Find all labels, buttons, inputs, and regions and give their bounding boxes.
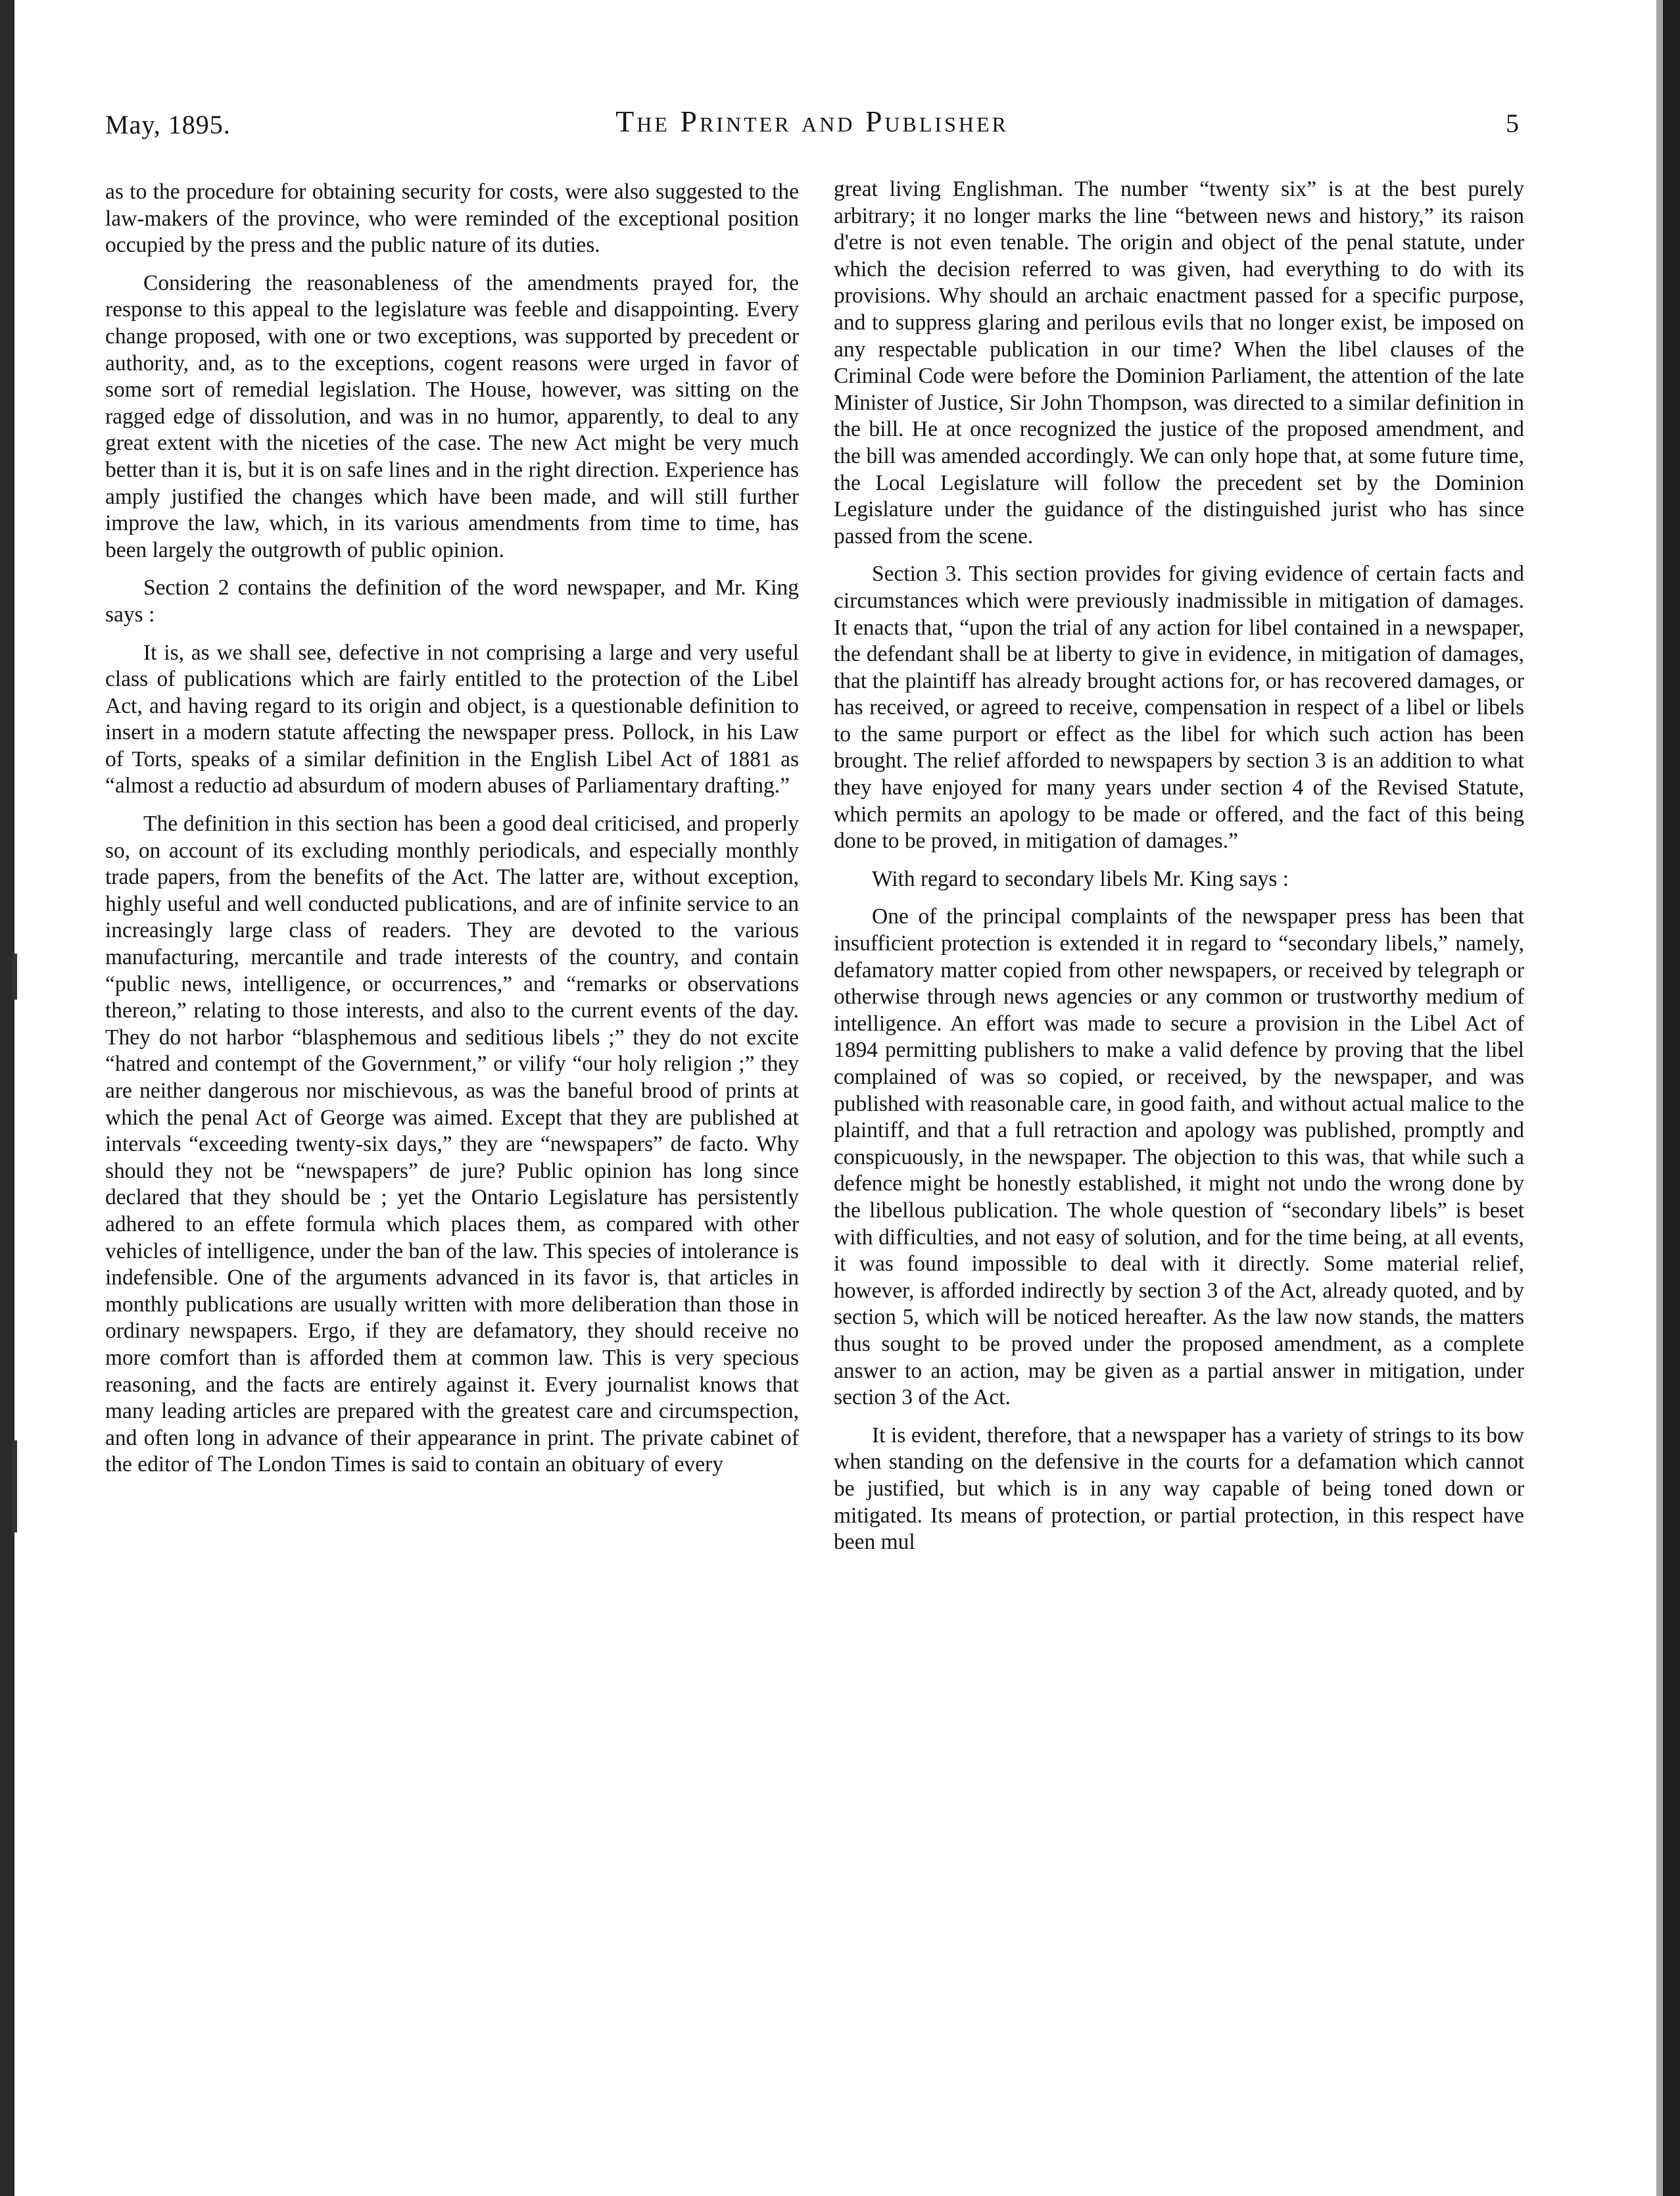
paragraph: The definition in this section has been a good deal criticised, and properly so, on account of its excluding monthly periodicals, and especially monthly trade papers, from the benefits of the Act. The latter are, without exception, highly useful and well conducted publications, and are of infinite service to an increasingly large class of readers. They are devoted to the various manufacturing, mercantile and trade interests of the country, and contain “public news, intelligence, or occurrences,” and “remarks or observations thereon,” relating to those interests, and also to the current events of the day. They do not harbor “blasphemous and seditious libels ;” they do not excite “hatred and contempt of the Government,” or vilify “our holy religion ;” they are neither dangerous nor mischievous, as was the baneful brood of prints at which the penal Act of George was aimed. Except that they are published at intervals “exceeding twenty-six days,” they are “newspapers” de facto. Why should they not be “newspapers” de jure? Public opinion has long since declared that they should be ; yet the Ontario Legislature has persistently adhered to an effete formula which places them, as compared with other vehicles of intelligence, under the ban of the law. This species of intolerance is indefensible. One of the arguments advanced in its favor is, that articles in monthly publications are usually written with more deliberation than those in ordinary newspapers. Ergo, if they are defamatory, they should receive no more comfort than is afforded them at common law. This is very specious reasoning, and the facts are entirely against it. Every journalist knows that many leading articles are prepared with the greatest care and circumspection, and often long in advance of their appearance in print. The private cabinet of the editor of The London Times is said to contain an obituary of every [105,812,799,1477]
paragraph: great living Englishman. The number “twenty six” is at the best purely arbitrary; it no longer marks the line “between news and history,” its raison d'etre is not even tenable. The origin and object of the penal statute, under which the decision referred to was given, had everything to do with its provisions. Why should an archaic enactment passed for a specific purpose, and to suppress glaring and perilous evils that no longer exist, be imposed on any respectable publication in our time? When the libel clauses of the Criminal Code were before the Dominion Parliament, the attention of the late Minister of Justice, Sir John Thompson, was directed to a similar definition in the bill. He at once recognized the justice of the proposed amendment, and the bill was amended accordingly. We can only hope that, at some future time, the Local Legislature will follow the precedent set by the Dominion Legislature under the guidance of the distinguished jurist who has since passed from the scene. [834,177,1524,549]
left-page-edge [0,0,14,2196]
paragraph: as to the procedure for obtaining security for costs, were also suggested to the law-makers of the province, who were reminded of the exceptional position occupied by the press and the public nature of its duties. [105,180,799,258]
publication-title: The Printer and Publisher [615,105,1009,138]
left-column [105,179,799,1490]
issue-date: May, 1895. [105,110,231,139]
page-number: 5 [1506,109,1519,138]
page-header [105,99,1519,145]
quoted-paragraph: One of the principal complaints of the newspaper press has been that insufficient protection is extended it in regard to “secondary libels,” namely, defamatory matter copied from other newspapers, or received by telegraph or otherwise through news agencies or any common or trustworthy medium of intelligence. An effort was made to secure a provision in the Libel Act of 1894 permitting publishers to make a valid defence by proving that the libel complained of was so copied, or received, by the newspaper, and was published with reasonable care, in good faith, and without actual malice to the plaintiff, and that a full retraction and apology was published, promptly and conspicuously, in the newspaper. The objection to this was, that while such a defence might be honestly established, it might not undo the wrong done by the libellous publication. The whole question of “secondary libels” is beset with difficulties, and not easy of solution, and for the time being, at all events, it was found impossible to deal with it directly. Some material relief, however, is afforded indirectly by section 3 of the Act, already quoted, and by section 5, which will be noticed hereafter. As the law now stands, the matters thus sought to be proved under the proposed amendment, as a complete answer to an action, may be given as a partial answer in mitigation, under section 3 of the Act. [834,904,1524,1410]
paragraph: With regard to secondary libels Mr. King says : [872,866,1289,891]
right-column [834,176,1524,1567]
left-edge-mark [12,954,17,1000]
paragraph: Considering the reasonableness of the amendments prayed for, the response to this appeal to the legislature was feeble and disappointing. Every change proposed, with one or two exceptions, was supported by precedent or authority, and, as to the exceptions, cogent reasons were urged in favor of some sort of remedial legislation. The House, however, was sitting on the ragged edge of dissolution, and was in no humor, apparently, to deal to any great extent with the niceties of the case. The new Act might be very much better than it is, but it is on safe lines and in the right direction. Experience has amply justified the changes which have been made, and will still further improve the law, which, in its various amendments from time to time, has been largely the outgrowth of public opinion. [105,270,799,562]
right-page-edge [1663,0,1680,2196]
right-page-shadow [1656,0,1663,2196]
quoted-paragraph: It is, as we shall see, defective in not comprising a large and very useful class of publications which are fairly entitled to the protection of the Libel Act, and having regard to its origin and object, is a questionable definition to insert in a modern statute affecting the newspaper press. Pollock, in his Law of Torts, speaks of a similar definition in the English Libel Act of 1881 as “almost a reductio ad absurdum of modern abuses of Parliamentary drafting.” [105,640,799,798]
left-edge-mark [12,1440,17,1532]
paragraph: Section 2 contains the definition of the word newspaper, and Mr. King says : [105,575,799,627]
paragraph: Section 3. This section provides for giving evidence of certain facts and circumstances which were previously inadmissible in mitigation of damages. It enacts that, “upon the trial of any action for libel contained in a newspaper, the defendant shall be at liberty to give in evidence, in mitigation of damages, that the plaintiff has already brought actions for, or has recovered damages, or has received, or agreed to receive, compensation in respect of a libel or libels to the same purport or effect as the libel for which such action has been brought. The relief afforded to newspapers by section 3 is an addition to what they have enjoyed for many years under section 4 of the Revised Statute, which permits an apology to be made or offered, and the fact of this being done to be proved, in mitigation of damages.” [834,562,1524,854]
paragraph: It is evident, therefore, that a newspaper has a variety of strings to its bow when standing on the defensive in the courts for a defamation which cannot be justified, but which is in any way capable of being toned down or mitigated. Its means of protection, or partial protection, in this respect have been mul [834,1423,1524,1555]
